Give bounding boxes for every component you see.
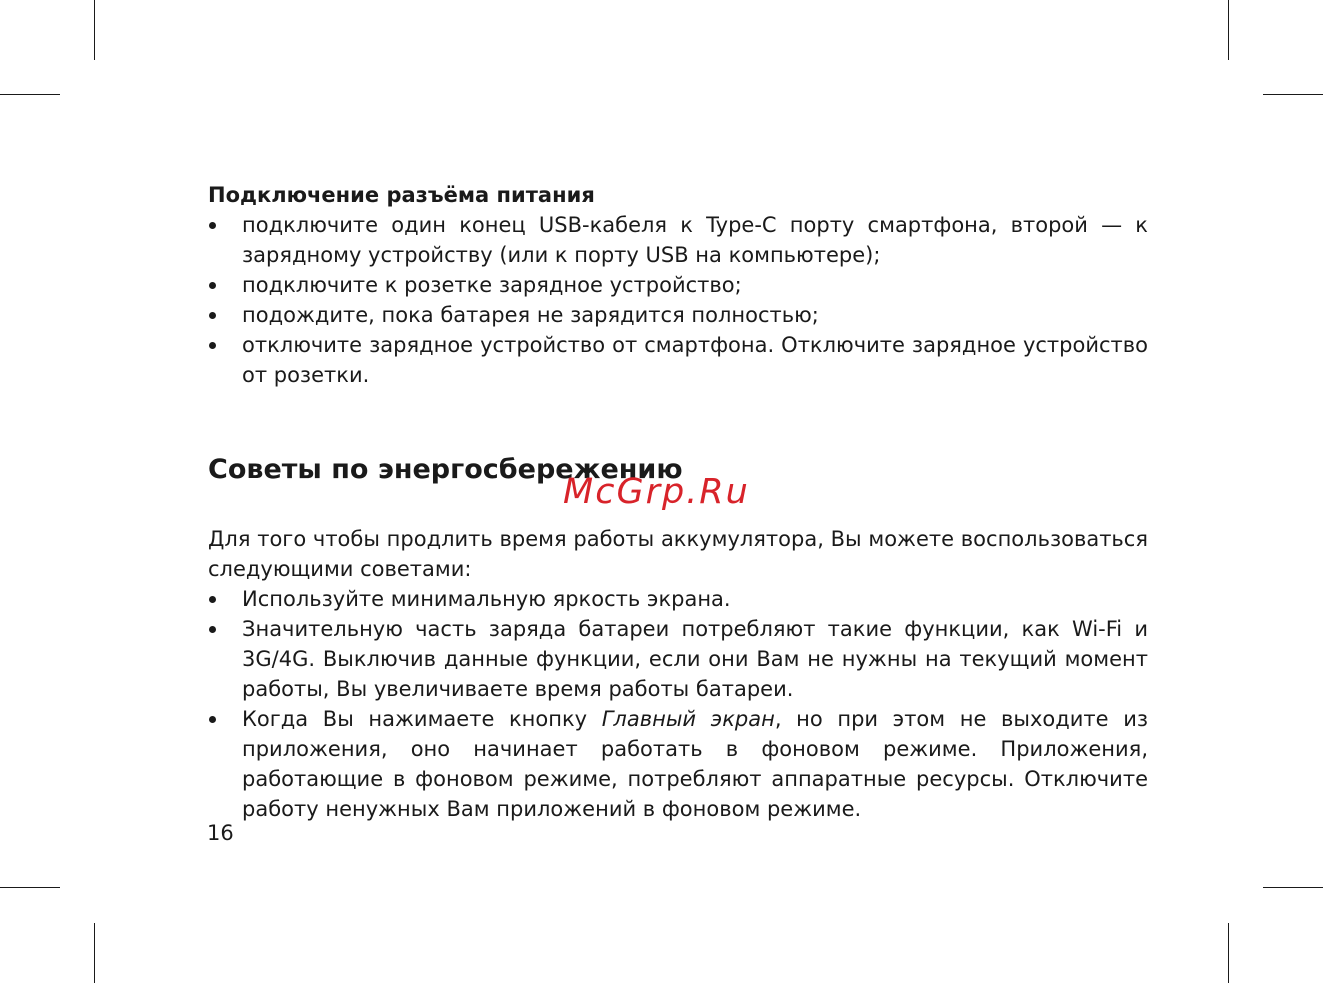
list-item: [208, 330, 1148, 390]
crop-mark-bottom-right-horizontal: [1263, 887, 1323, 888]
crop-mark-top-left-vertical: [94, 0, 95, 60]
bullet-icon: [209, 282, 216, 289]
crop-mark-top-right-horizontal: [1263, 94, 1323, 95]
page-number: 16: [207, 821, 234, 845]
energy-intro-paragraph: Для того чтобы продлить время работы аккумулятора, Вы можете воспользоваться следующими советами:: [208, 527, 1148, 581]
home-screen-term: Главный экран: [601, 707, 775, 731]
list-item-text: Значительную часть заряда батареи потребляют такие функции, как Wi-Fi и 3G/4G. Выключив данные функции, если они Вам не нужны на текущий момент работы, Вы увеличиваете время работы батареи.: [242, 617, 1148, 701]
energy-saving-title: Советы по энергосбережению: [208, 454, 683, 485]
list-item: [208, 584, 1148, 614]
bullet-icon: [209, 596, 216, 603]
crop-mark-bottom-right-vertical: [1228, 923, 1229, 983]
list-item-text: подключите один конец USB-кабеля к Type-C порту смартфона, второй — к зарядному устройству (или к порту USB на компьютере);: [242, 213, 1148, 267]
list-item-text: Когда Вы нажимаете кнопку: [242, 707, 602, 731]
crop-mark-top-left-horizontal: [0, 94, 60, 95]
list-item: [208, 270, 1148, 300]
list-item-text: подключите к розетке зарядное устройство;: [242, 273, 742, 297]
list-item: [208, 614, 1148, 704]
energy-tips-list: [208, 584, 1148, 824]
list-item-text: отключите зарядное устройство от смартфона. Отключите зарядное устройство от розетки.: [242, 333, 1148, 387]
bullet-icon: [209, 716, 216, 723]
list-item: [208, 300, 1148, 330]
crop-mark-top-right-vertical: [1228, 0, 1229, 60]
bullet-icon: [209, 626, 216, 633]
charging-heading: Подключение разъёма питания: [208, 183, 595, 207]
crop-mark-bottom-left-horizontal: [0, 887, 60, 888]
bullet-icon: [209, 342, 216, 349]
watermark-text: McGrp.Ru: [563, 472, 750, 512]
list-item: [208, 704, 1148, 824]
charging-steps-list: [208, 210, 1148, 390]
list-item-text: подождите, пока батарея не зарядится полностью;: [242, 303, 819, 327]
bullet-icon: [209, 222, 216, 229]
bullet-icon: [209, 312, 216, 319]
list-item-text: Используйте минимальную яркость экрана.: [242, 587, 731, 611]
crop-mark-bottom-left-vertical: [94, 923, 95, 983]
list-item: [208, 210, 1148, 270]
list-item-text: , но при этом не выходите из приложения, оно начинает работать в фоновом режиме. Приложения, работающие в фоновом режиме, потребляют аппаратные ресурсы. Отключите работу ненужных Вам приложений в фоновом режиме.: [242, 707, 1149, 821]
